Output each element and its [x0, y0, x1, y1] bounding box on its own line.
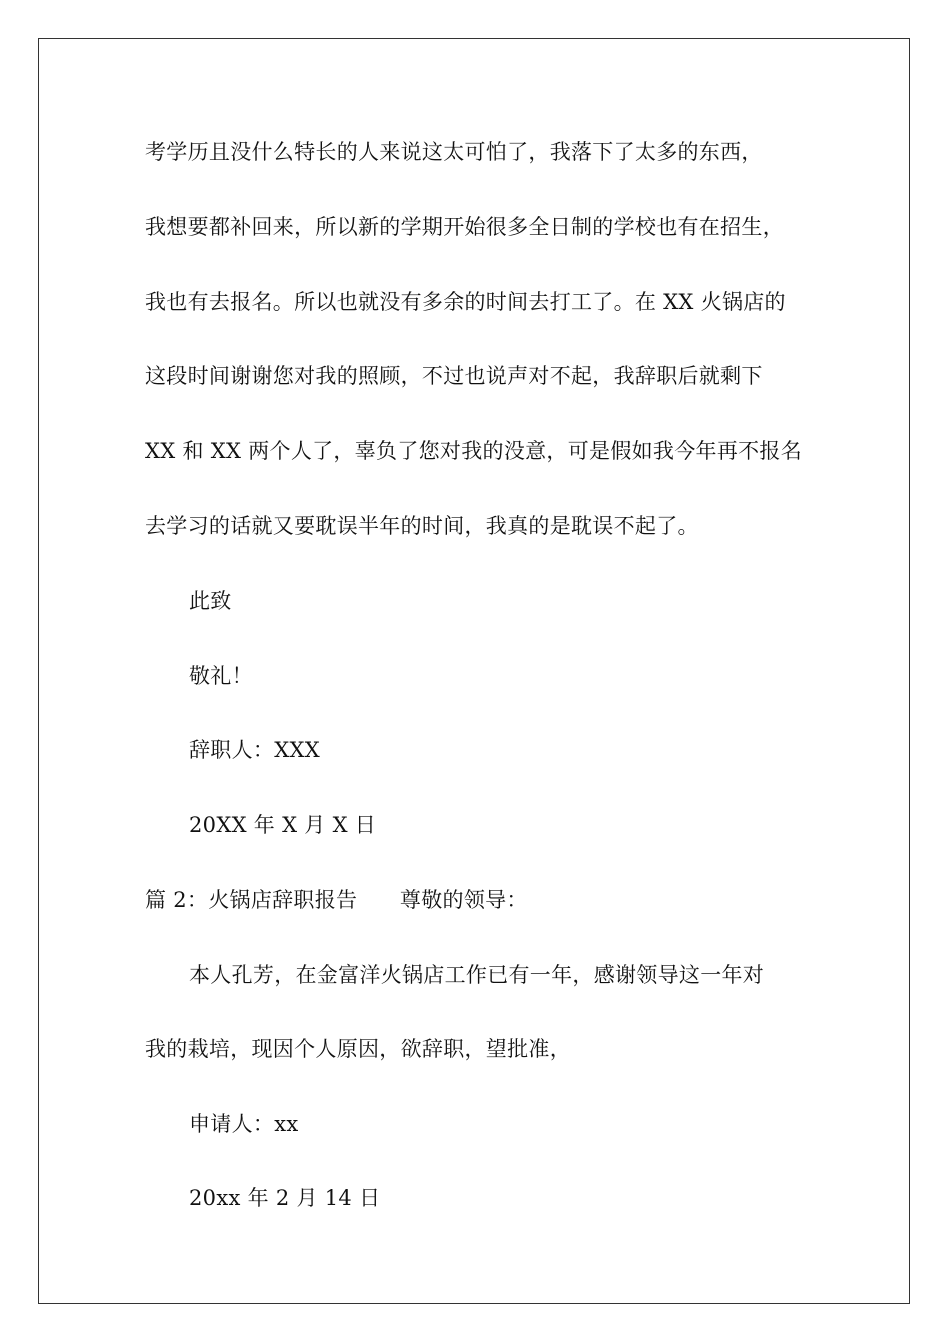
applicant-line: 申请人：xx: [189, 1112, 299, 1136]
paragraph-line: 我想要都补回来，所以新的学期开始很多全日制的学校也有在招生，: [145, 215, 784, 239]
paragraph-line: 这段时间谢谢您对我的照顾，不过也说声对不起，我辞职后就剩下: [145, 364, 763, 388]
paragraph-line: 去学习的话就又要耽误半年的时间，我真的是耽误不起了。: [145, 514, 699, 538]
date-line: 20xx 年 2 月 14 日: [189, 1186, 381, 1210]
section-heading: 篇 2：火锅店辞职报告 尊敬的领导：: [145, 888, 528, 912]
paragraph-line: 考学历且没什么特长的人来说这太可怕了，我落下了太多的东西，: [145, 140, 763, 164]
signer-line: 辞职人：XXX: [189, 738, 320, 762]
date-line: 20XX 年 X 月 X 日: [189, 813, 377, 837]
paragraph-line: 本人孔芳，在金富洋火锅店工作已有一年，感谢领导这一年对: [189, 963, 765, 987]
closing-salutation: 此致: [189, 589, 232, 613]
paragraph-line: 我的栽培，现因个人原因，欲辞职，望批准，: [145, 1037, 571, 1061]
paragraph-line: XX 和 XX 两个人了，辜负了您对我的没意，可是假如我今年再不报名: [145, 439, 803, 463]
closing-regards: 敬礼！: [189, 664, 253, 688]
paragraph-line: 我也有去报名。所以也就没有多余的时间去打工了。在 XX 火锅店的: [145, 290, 786, 314]
